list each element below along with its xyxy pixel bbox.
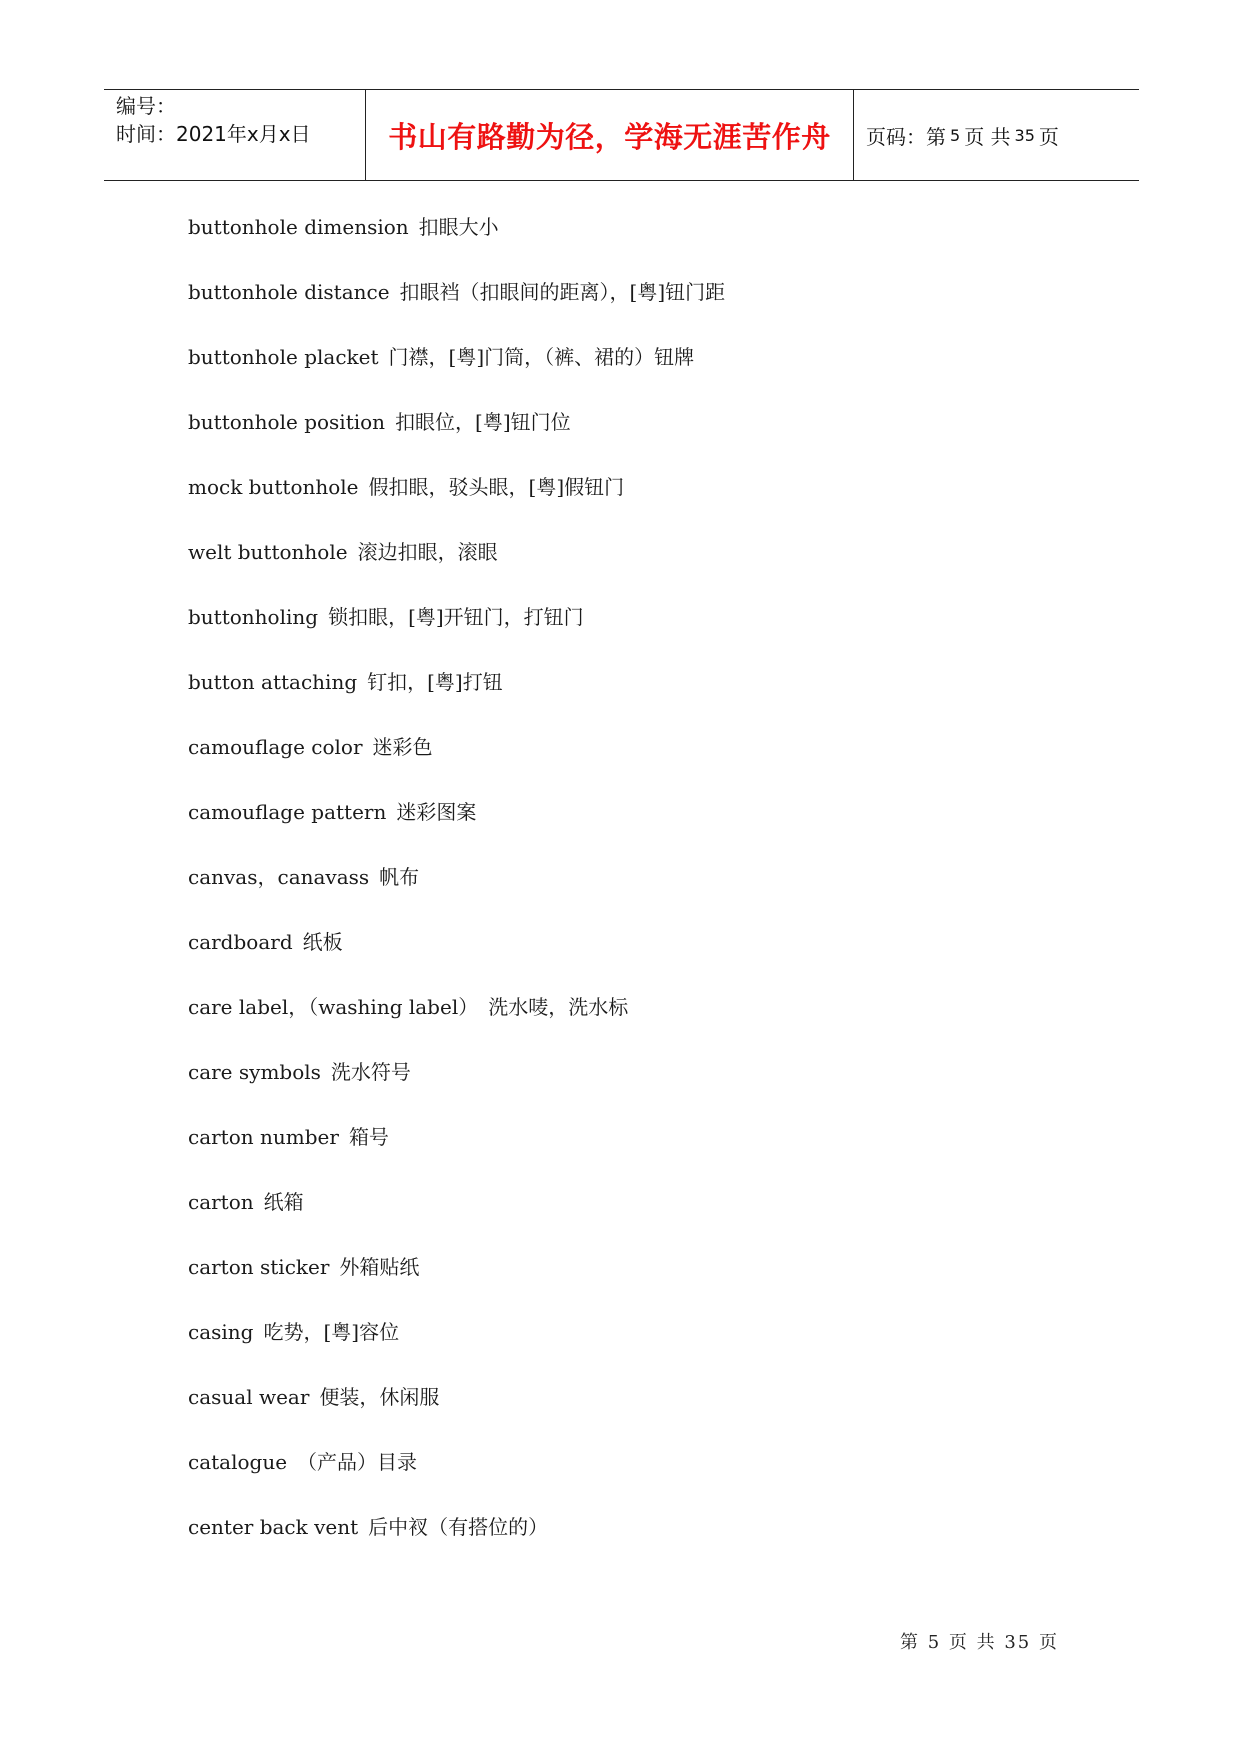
entry-term: cardboard [188,930,293,954]
glossary-entry [188,1183,725,1248]
entry-term: carton sticker [188,1255,330,1279]
page-end-label: 页 [1038,124,1059,149]
entry-definition: 锁扣眼，[粤]开钮门，打钮门 [328,605,584,629]
header-meta [104,90,366,180]
glossary-entry [188,858,725,923]
glossary-entry [188,403,725,468]
entry-definition: 扣眼裆（扣眼间的距离），[粤]钮门距 [399,280,726,304]
glossary-entry [188,728,725,793]
glossary-entry [188,923,725,988]
entry-term: camouflage color [188,735,363,759]
header-motto: 书山有路勤为径，学海无涯苦作舟 [366,90,854,180]
entry-definition: 迷彩色 [372,735,433,759]
glossary-entry [188,1313,725,1378]
glossary-entry [188,663,725,728]
entry-term: casual wear [188,1385,310,1409]
glossary-entry [188,533,725,598]
entry-term: carton [188,1190,254,1214]
document-number-label: 编号： [116,94,176,118]
entry-definition: 洗水符号 [330,1060,411,1084]
page-mid-label: 页 共 [964,124,1011,149]
entry-definition: （产品）目录 [297,1450,418,1474]
document-time-label: 时间：2021年x月x日 [116,122,311,146]
entry-definition: 纸板 [302,930,343,954]
entry-term: catalogue [188,1450,288,1474]
page-number: 5 [950,125,961,145]
entry-definition: 箱号 [348,1125,389,1149]
entry-term: canvas，canavass [188,865,370,889]
page-footer: 第 5 页 共 35 页 [900,1632,1059,1653]
glossary-list [188,208,725,1573]
glossary-entry [188,598,725,663]
entry-term: buttonhole position [188,410,386,434]
entry-definition: 迷彩图案 [396,800,477,824]
entry-definition: 洗水唛，洗水标 [488,995,629,1019]
glossary-entry [188,1508,725,1573]
glossary-entry [188,793,725,858]
glossary-entry [188,468,725,533]
entry-term: buttonholing [188,605,319,629]
entry-term: buttonhole placket [188,345,379,369]
glossary-entry [188,273,725,338]
entry-definition: 扣眼位，[粤]钮门位 [395,410,571,434]
entry-definition: 钉扣，[粤]打钮 [367,670,503,694]
page-total: 35 [1014,125,1035,145]
glossary-entry [188,988,725,1053]
entry-term: center back vent [188,1515,359,1539]
entry-term: welt buttonhole [188,540,348,564]
entry-definition: 纸箱 [263,1190,304,1214]
entry-definition: 外箱贴纸 [339,1255,420,1279]
entry-definition: 扣眼大小 [418,215,499,239]
entry-definition: 滚边扣眼，滚眼 [357,540,498,564]
entry-definition: 门襟，[粤]门筒，（裤、裙的）钮牌 [388,345,695,369]
page-label: 页码：第 [866,124,946,149]
glossary-entry [188,1248,725,1313]
entry-definition: 吃势，[粤]容位 [263,1320,400,1344]
glossary-entry [188,338,725,403]
page-header [104,89,1139,181]
entry-definition: 帆布 [379,865,420,889]
entry-term: buttonhole dimension [188,215,409,239]
entry-term: buttonhole distance [188,280,390,304]
entry-definition: 后中衩（有搭位的） [368,1515,549,1539]
entry-term: button attaching [188,670,358,694]
entry-definition: 便装，休闲服 [319,1385,440,1409]
glossary-entry [188,1053,725,1118]
entry-term: carton number [188,1125,339,1149]
glossary-entry [188,1118,725,1183]
header-page-indicator [854,90,1139,180]
entry-term: mock buttonhole [188,475,359,499]
glossary-entry [188,1378,725,1443]
entry-term: care symbols [188,1060,321,1084]
entry-term: care label，（washing label） [188,995,479,1019]
glossary-entry [188,208,725,273]
entry-term: casing [188,1320,254,1344]
glossary-entry [188,1443,725,1508]
entry-definition: 假扣眼，驳头眼，[粤]假钮门 [368,475,625,499]
entry-term: camouflage pattern [188,800,387,824]
